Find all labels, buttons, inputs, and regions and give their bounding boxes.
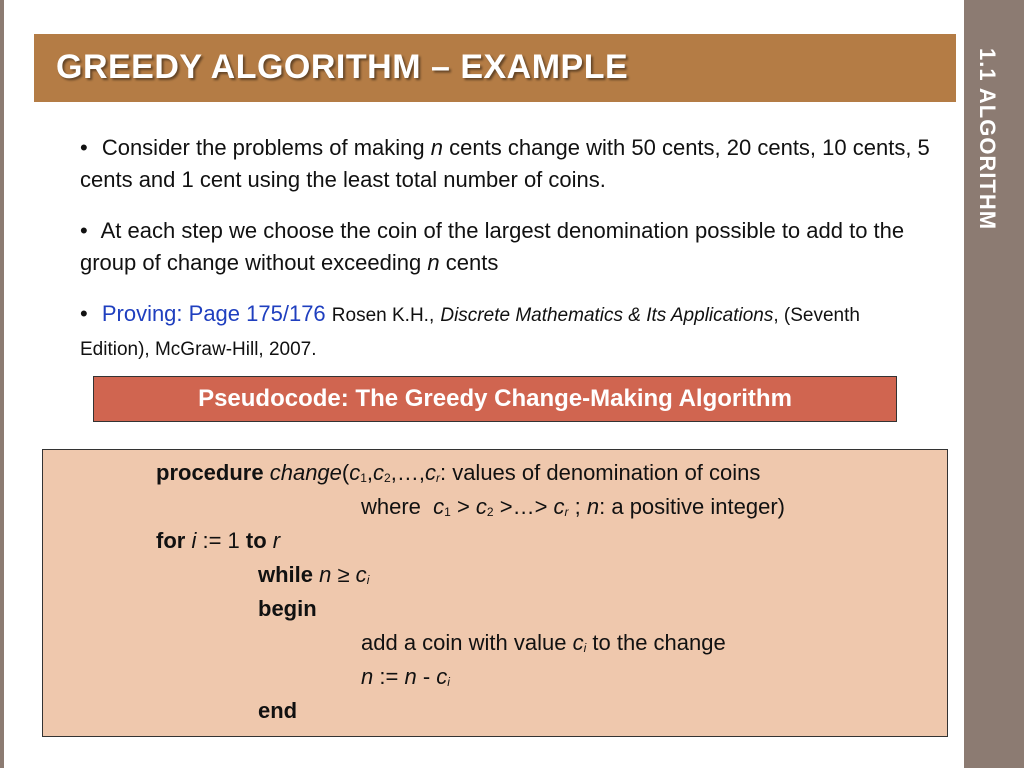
code-line-4: while $n \ge c_i$ xyxy=(258,562,370,587)
code-line-6-post: to the change xyxy=(592,630,726,655)
code-line-6-pre: add a coin with value xyxy=(361,630,567,655)
code-line-3 xyxy=(156,528,280,554)
keyword-end: end xyxy=(258,698,298,723)
code-assign: := 1 xyxy=(202,528,240,553)
reference-edition: , (Seventh Edition), McGraw-Hill, 2007. xyxy=(80,305,860,360)
proving-link[interactable]: Proving: Page 175/176 xyxy=(101,301,326,326)
left-edge-stripe xyxy=(0,0,4,768)
bullet-dot: • xyxy=(80,135,88,160)
while-condition: n ≥ c xyxy=(319,562,367,587)
bullet-1-text-post: cents change with 50 cents, 20 cents, 10 cents, 5 cents and 1 cent using the least total number of coins. xyxy=(80,135,930,192)
bullet-1-var: n xyxy=(430,135,444,160)
bullet-dot: • xyxy=(80,218,88,243)
code-line-5 xyxy=(258,596,317,622)
code-line-6: add a coin with value $c_i$ to the change xyxy=(361,630,726,655)
code-line-2: where $c_1 > c_2$ >…> $c_r$ ; n: a positive integer) xyxy=(361,494,785,519)
code-var-n: n xyxy=(404,664,417,689)
reference-book: Discrete Mathematics & Its Applications xyxy=(440,305,774,326)
bullet-2-text-post: cents xyxy=(445,250,499,275)
code-var-c: c xyxy=(572,630,584,655)
code-line-1-rest: : values of denomination of coins xyxy=(439,460,761,485)
bullet-dot: • xyxy=(80,301,88,326)
keyword-begin: begin xyxy=(258,596,317,621)
bullet-2-var: n xyxy=(427,250,440,275)
code-var-c: c xyxy=(436,664,448,689)
pseudocode-banner xyxy=(93,376,897,422)
side-title-text: 1.1 ALGORITHM xyxy=(975,48,1000,231)
bullet-2-text-pre: At each step we choose the coin of the largest denomination possible to add to the group of change without exceeding xyxy=(80,218,905,275)
bullet-2 xyxy=(80,215,930,279)
code-line-1: procedure $change(c_1,c_2,\dots,c_r$: values of denomination of coins xyxy=(156,460,761,485)
bullet-1-text-pre: Consider the problems of making xyxy=(101,135,425,160)
bullet-3 xyxy=(80,298,930,366)
function-name: change xyxy=(269,460,342,485)
code-line-8 xyxy=(258,698,297,724)
code-line-7: n := n - $c_i$ xyxy=(361,664,450,689)
title-bar xyxy=(34,34,956,102)
code-var-r: r xyxy=(272,528,281,553)
keyword-for: for xyxy=(156,528,186,553)
side-title xyxy=(964,0,1024,768)
slide-title: GREEDY ALGORITHM – EXAMPLE xyxy=(56,48,629,86)
code-var-i: i xyxy=(191,528,197,553)
pseudocode-banner-text: Pseudocode: The Greedy Change-Making Algorithm xyxy=(198,385,792,412)
keyword-procedure: procedure xyxy=(156,460,264,485)
code-var-n: n xyxy=(586,494,600,519)
keyword-while: while xyxy=(258,562,314,587)
reference-author: Rosen K.H., xyxy=(331,305,435,326)
code-minus: - xyxy=(422,664,431,689)
keyword-to: to xyxy=(245,528,267,553)
code-assign: := xyxy=(379,664,399,689)
code-where: where xyxy=(361,494,421,519)
bullet-list xyxy=(80,132,930,385)
code-var-n: n xyxy=(361,664,374,689)
code-line-2-rest: : a positive integer) xyxy=(599,494,785,519)
pseudocode-box xyxy=(42,449,948,737)
bullet-1 xyxy=(80,132,930,196)
